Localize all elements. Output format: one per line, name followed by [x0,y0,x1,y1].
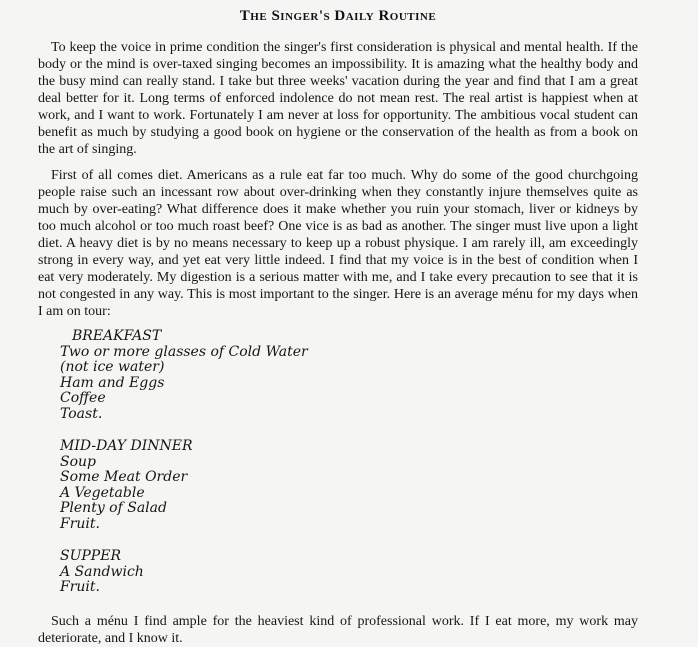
menu-section-midday-dinner [60,439,638,532]
menu-item: (not ice water) [60,359,165,375]
menu-section-supper [60,549,638,596]
menu-item: Plenty of Salad [60,500,167,516]
menu-item: Toast. [60,405,103,422]
menu-item: A Vegetable [60,484,145,501]
menu-item: Fruit. [60,515,100,532]
menu-item: Fruit. [60,579,100,595]
paragraph-health: To keep the voice in prime condition the singer's first consideration is physical and mental health. If the body or the mind is over-taxed singing becomes an impossibility. It is amazing what the healthy body and the busy mind can really stand. I take but three weeks' vacation during the year and find that I am a great deal better for it. Long terms of enforced indolence do not mean rest. The real artist is happiest when at work, and I want to work. Fortunately I am never at loss for opportunity. The ambitious vocal student can benefit as much by studying a good book on hygiene or the conservation of the health as from a book on the art of singing. [38,40,638,157]
paragraph-diet: First of all comes diet. Americans as a rule eat far too much. Why do some of the good churchgoing people raise such an incessant row about over-drinking when they constantly injure themselves quite as much by over-eating? What difference does it make whether you ruin your stomach, liver or kidneys by too much alcohol or too much roast beef? One vice is as bad as another. The singer must live upon a light diet. A heavy diet is by no means necessary to keep up a robust physique. I am rarely ill, am exceedingly strong in every way, and yet eat very little indeed. I find that my voice is in the best of condition when I eat very moderately. My digestion is a serious matter with me, and I take every precaution to see that it is not congested in any way. This is most important to the singer. Here is an average ménu for my days when I am on tour: [38,168,638,319]
menu-item: Two or more glasses of Cold Water [60,343,308,360]
menu-heading-supper: SUPPER [60,548,121,564]
menu-heading-breakfast: BREAKFAST [72,328,162,344]
closing-paragraph: Such a ménu I find ample for the heaviest kind of professional work. If I eat more, my work may deteriorate, and I know it. [38,613,638,646]
menu-item: Coffee [60,390,106,406]
menu-heading-midday-dinner: MID-DAY DINNER [60,438,193,454]
menu-section-breakfast [60,329,638,422]
menu-item: Ham and Eggs [60,374,165,391]
menu-item: A Sandwich [60,563,144,580]
menu-item: Soup [60,453,96,470]
menu-item: Some Meat Order [60,469,188,485]
page-title: The Singer's Daily Routine [239,8,437,24]
